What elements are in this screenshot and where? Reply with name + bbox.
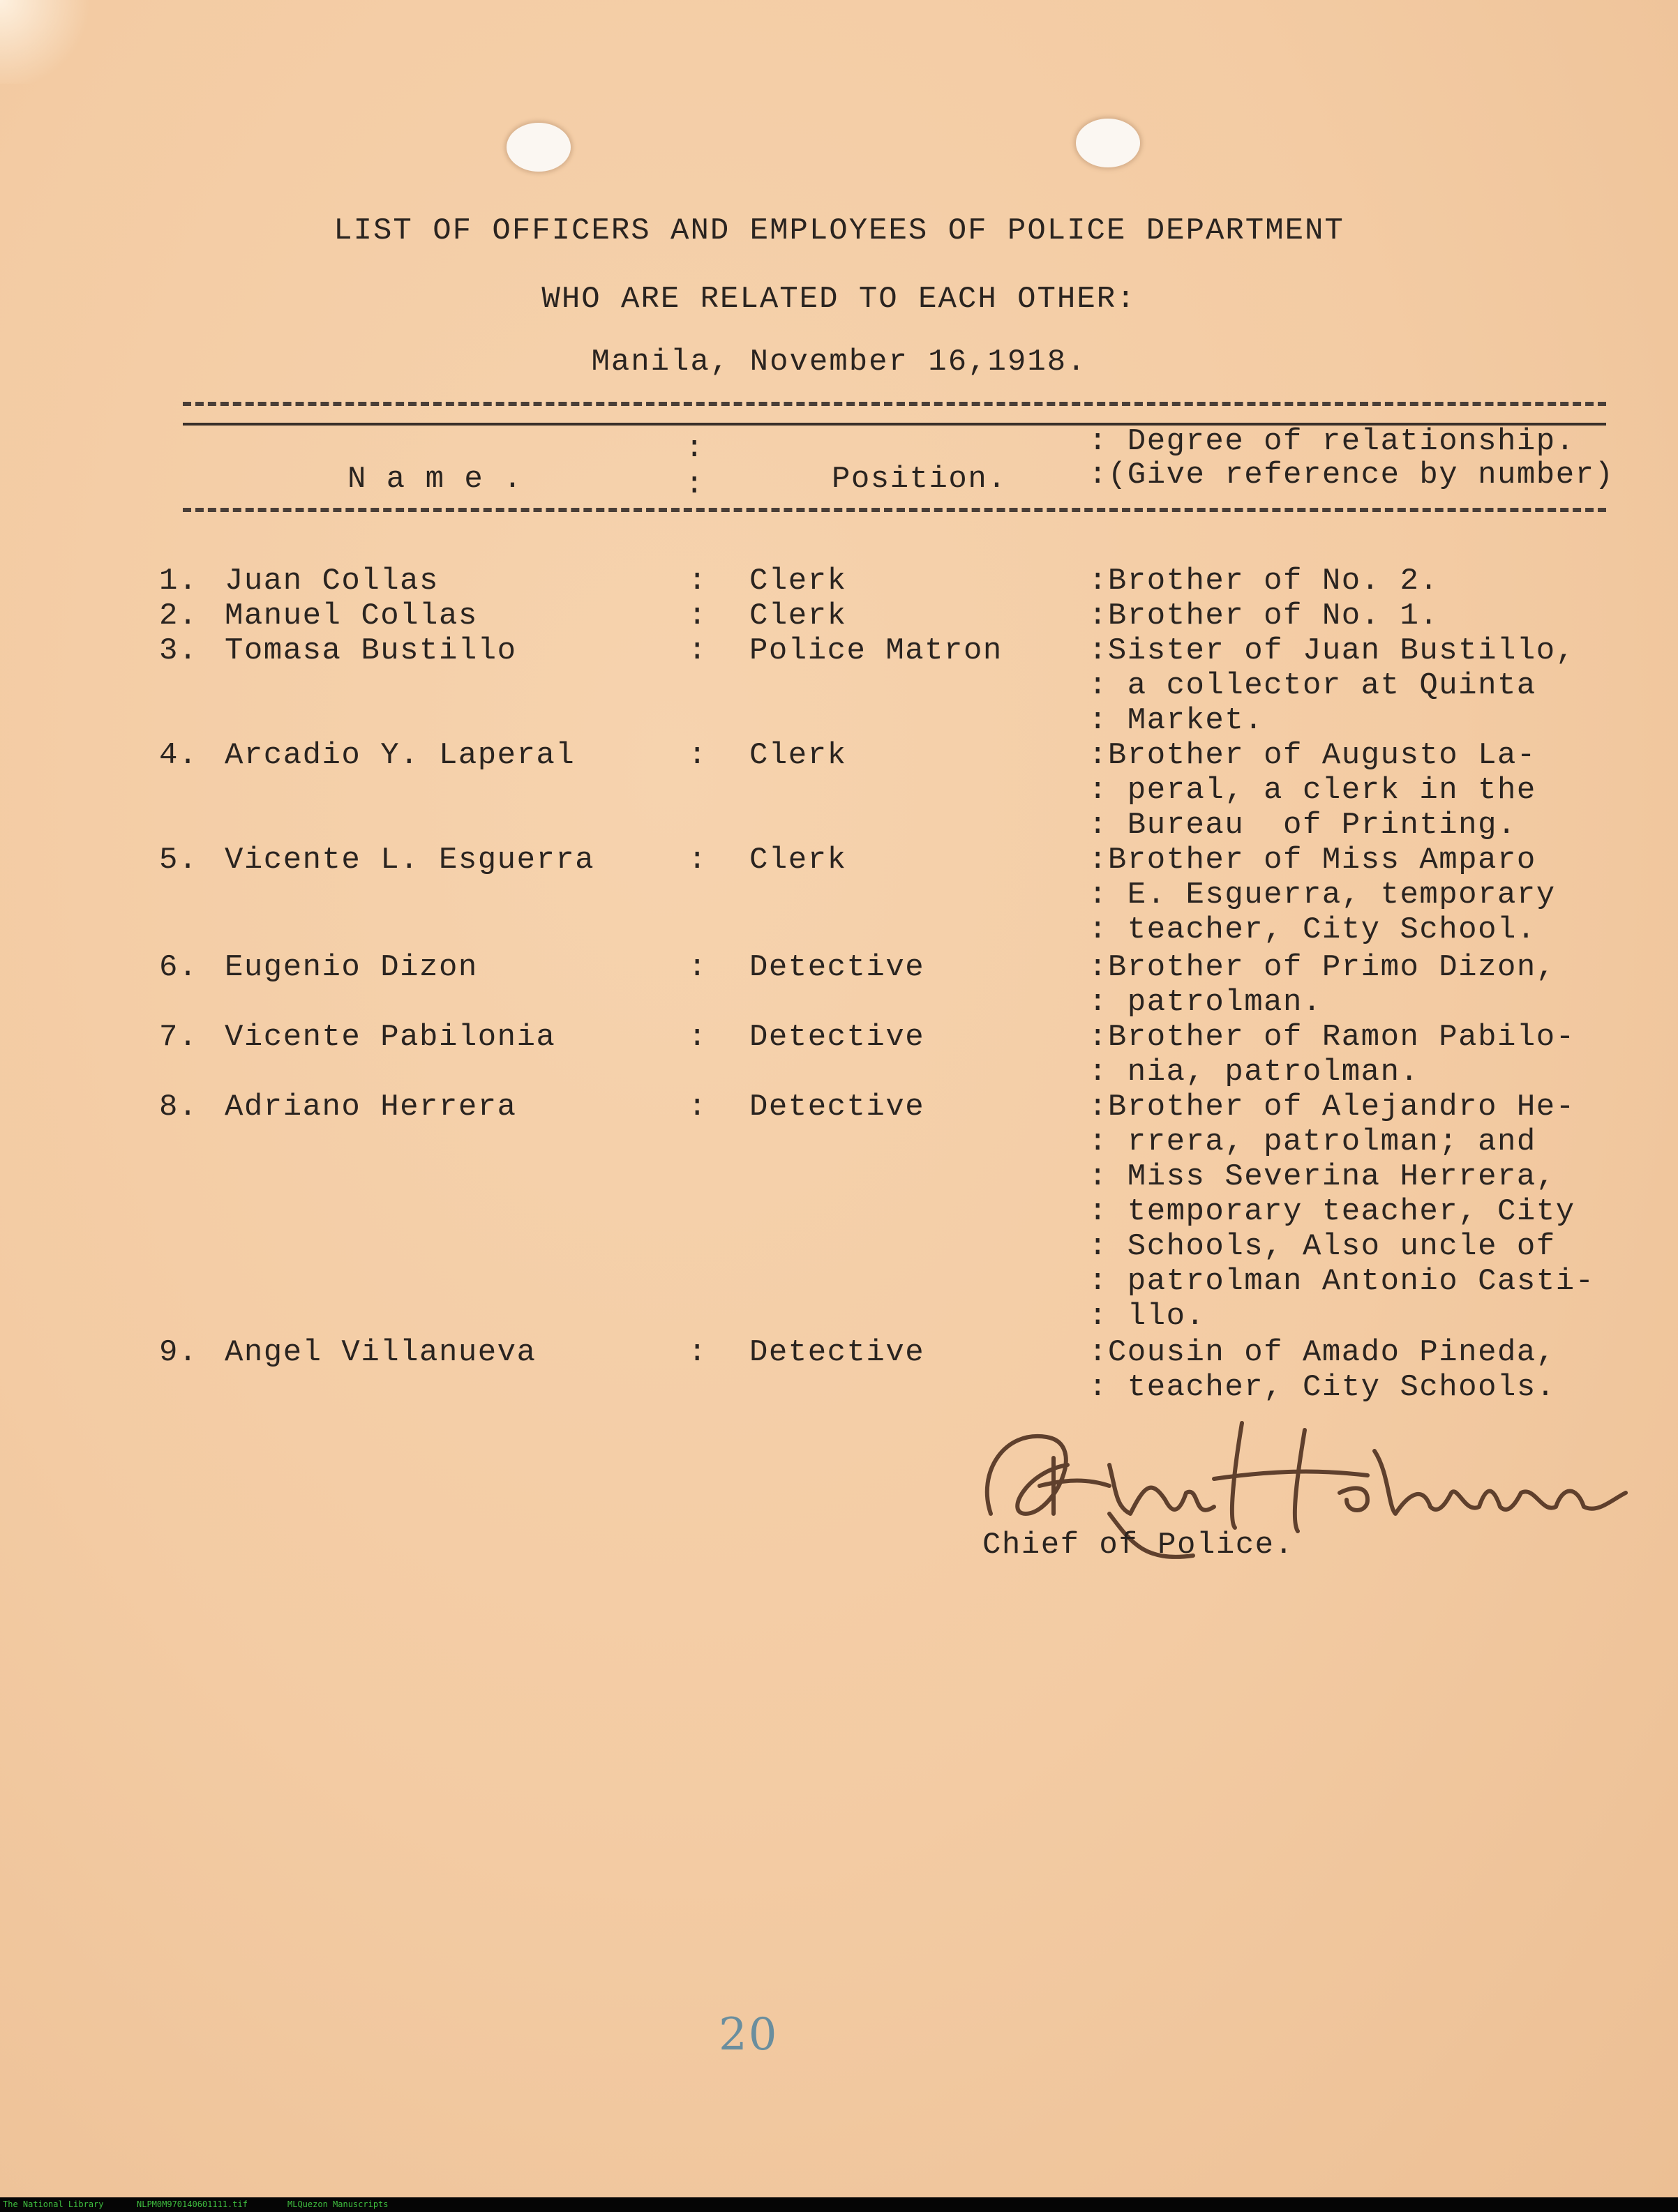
entry-number: 2. (159, 599, 198, 633)
punch-hole-left (507, 123, 571, 172)
entry-position: Police Matron (749, 633, 1003, 668)
header-rule-dashed-top (183, 402, 1606, 406)
entry-relationship-line: : Market. (1088, 703, 1264, 738)
entry-relationship-line: :Sister of Juan Bustillo, (1088, 633, 1575, 668)
column-divider: : (688, 1020, 707, 1055)
entry-relationship-line: : patrolman. (1088, 985, 1322, 1020)
column-divider: : (685, 467, 704, 502)
entry-relationship-line: : teacher, City Schools. (1088, 1370, 1556, 1405)
entry-number: 5. (159, 843, 198, 878)
entry-name: Angel Villanueva (225, 1335, 537, 1370)
column-divider: : (688, 1090, 707, 1124)
footer-file: NLPM0M970140601111.tif (137, 2199, 248, 2209)
entry-relationship-line: : Miss Severina Herrera, (1088, 1159, 1556, 1194)
column-divider: : (688, 599, 707, 633)
entry-relationship-line: : patrolman Antonio Casti- (1088, 1264, 1595, 1299)
entry-number: 8. (159, 1090, 198, 1124)
entry-name: Arcadio Y. Laperal (225, 738, 576, 773)
document-title: LIST OF OFFICERS AND EMPLOYEES OF POLICE DEPARTMENT (334, 213, 1344, 248)
entry-name: Adriano Herrera (225, 1090, 517, 1124)
entry-relationship-line: :Brother of Ramon Pabilo- (1088, 1020, 1575, 1055)
document-date: Manila, November 16,1918. (591, 345, 1087, 379)
entry-relationship-line: :Brother of No. 2. (1088, 564, 1439, 599)
column-divider: : (688, 950, 707, 985)
entry-number: 6. (159, 950, 198, 985)
entry-relationship-line: : Bureau of Printing. (1088, 808, 1517, 843)
entry-number: 1. (159, 564, 198, 599)
entry-position: Detective (749, 950, 925, 985)
entry-relationship-line: :Brother of No. 1. (1088, 599, 1439, 633)
column-divider: : (688, 633, 707, 668)
entry-position: Detective (749, 1335, 925, 1370)
entry-relationship-line: : teacher, City School. (1088, 912, 1536, 947)
footer-collection: MLQuezon Manuscripts (287, 2199, 389, 2209)
signatory-title: Chief of Police. (982, 1528, 1294, 1563)
entry-number: 9. (159, 1335, 198, 1370)
entry-relationship-line: : E. Esguerra, temporary (1088, 878, 1556, 912)
entry-number: 4. (159, 738, 198, 773)
entry-position: Clerk (749, 599, 847, 633)
entry-relationship-line: :Brother of Primo Dizon, (1088, 950, 1556, 985)
column-header-position: Position. (832, 462, 1007, 497)
entry-name: Vicente Pabilonia (225, 1020, 556, 1055)
entry-position: Detective (749, 1090, 925, 1124)
entry-position: Detective (749, 1020, 925, 1055)
column-header-relationship-note: :(Give reference by number) (1088, 458, 1615, 492)
entry-name: Tomasa Bustillo (225, 633, 517, 668)
punch-hole-right (1076, 119, 1140, 167)
entry-relationship-line: : a collector at Quinta (1088, 668, 1536, 703)
entry-number: 7. (159, 1020, 198, 1055)
scan-footer (0, 2197, 1678, 2212)
entry-relationship-line: : peral, a clerk in the (1088, 773, 1536, 808)
column-divider: : (688, 843, 707, 878)
entry-relationship-line: :Brother of Augusto La- (1088, 738, 1536, 773)
column-divider: : (688, 738, 707, 773)
entry-relationship-line: : Schools, Also uncle of (1088, 1229, 1556, 1264)
column-header-name: N a m e . (347, 462, 523, 497)
document-subtitle: WHO ARE RELATED TO EACH OTHER: (541, 282, 1137, 317)
entry-position: Clerk (749, 843, 847, 878)
column-divider: : (685, 431, 704, 466)
entry-relationship-line: :Cousin of Amado Pineda, (1088, 1335, 1556, 1370)
entry-name: Manuel Collas (225, 599, 478, 633)
footer-library: The National Library (3, 2199, 104, 2209)
entry-relationship-line: : llo. (1088, 1299, 1206, 1334)
paper-stain (0, 0, 98, 84)
header-rule-dashed-bottom (183, 508, 1606, 512)
entry-relationship-line: :Brother of Alejandro He- (1088, 1090, 1575, 1124)
entry-number: 3. (159, 633, 198, 668)
entry-relationship-line: : temporary teacher, City (1088, 1194, 1575, 1229)
entry-relationship-line: : rrera, patrolman; and (1088, 1124, 1536, 1159)
entry-relationship-line: :Brother of Miss Amparo (1088, 843, 1536, 878)
column-header-relationship: : Degree of relationship. (1088, 424, 1575, 459)
entry-position: Clerk (749, 738, 847, 773)
column-divider: : (688, 1335, 707, 1370)
entry-name: Eugenio Dizon (225, 950, 478, 985)
entry-relationship-line: : nia, patrolman. (1088, 1055, 1420, 1090)
entry-position: Clerk (749, 564, 847, 599)
entry-name: Vicente L. Esguerra (225, 843, 595, 878)
entry-name: Juan Collas (225, 564, 439, 599)
page-number: 20 (719, 2009, 779, 2061)
column-divider: : (688, 564, 707, 599)
